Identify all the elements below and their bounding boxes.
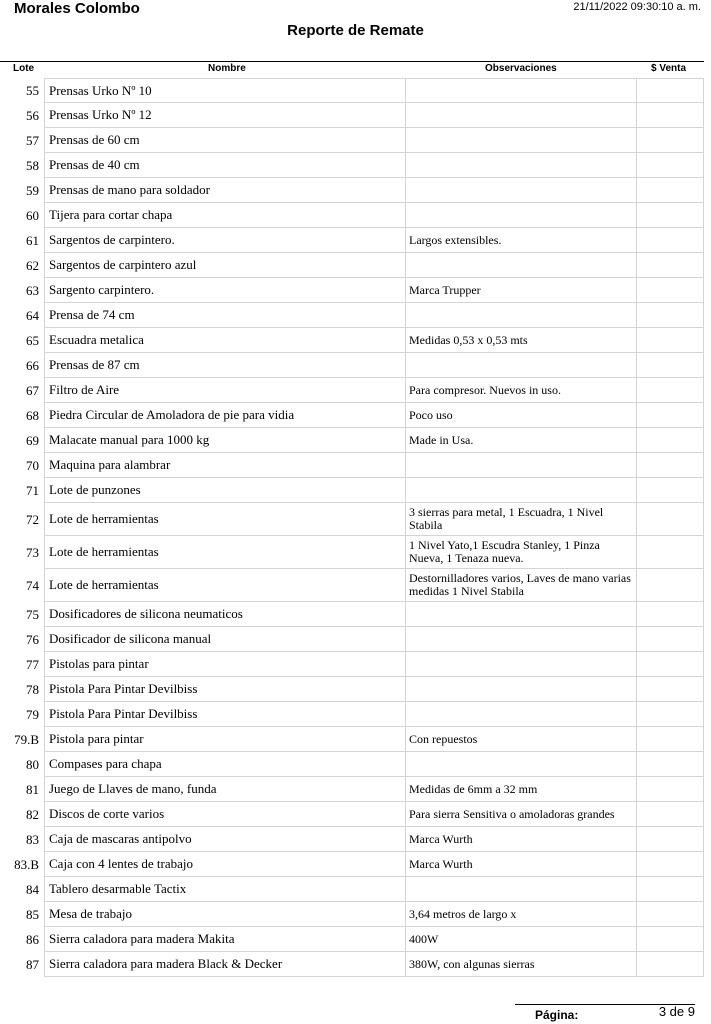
nombre-cell: Filtro de Aire [44, 378, 406, 403]
lote-cell: 85 [26, 906, 39, 922]
table-row [0, 153, 711, 178]
observaciones-cell [406, 128, 636, 153]
venta-cell [636, 253, 704, 278]
report-table [0, 78, 711, 977]
table-row [0, 877, 711, 902]
venta-cell [636, 153, 704, 178]
nombre-cell: Prensas de mano para soldador [44, 178, 406, 203]
venta-cell [636, 852, 704, 877]
page-label: Página: [535, 1008, 579, 1022]
lote-cell: 68 [26, 407, 39, 423]
venta-cell [636, 128, 704, 153]
venta-cell [636, 752, 704, 777]
column-header-observaciones: Observaciones [485, 63, 557, 74]
table-row [0, 777, 711, 802]
nombre-cell: Caja con 4 lentes de trabajo [44, 852, 406, 877]
venta-cell [636, 503, 704, 536]
lote-cell: 83.B [14, 856, 39, 872]
nombre-cell: Sargento carpintero. [44, 278, 406, 303]
column-header-venta: $ Venta [651, 63, 687, 74]
observaciones-cell: Para sierra Sensitiva o amoladoras grandes [406, 802, 636, 827]
lote-cell: 82 [26, 806, 39, 822]
lote-cell: 84 [26, 881, 39, 897]
lote-cell: 79.B [14, 731, 39, 747]
lote-cell: 57 [26, 132, 39, 148]
table-row [0, 203, 711, 228]
nombre-cell: Pistola para pintar [44, 727, 406, 752]
venta-cell [636, 536, 704, 569]
table-row [0, 927, 711, 952]
venta-cell [636, 569, 704, 602]
table-row [0, 852, 711, 877]
table-row [0, 303, 711, 328]
table-row [0, 453, 711, 478]
observaciones-cell [406, 153, 636, 178]
lote-cell: 65 [26, 332, 39, 348]
observaciones-cell [406, 677, 636, 702]
observaciones-cell: Para compresor. Nuevos in uso. [406, 378, 636, 403]
report-title: Reporte de Remate [287, 22, 424, 39]
venta-cell [636, 78, 704, 103]
venta-cell [636, 627, 704, 652]
observaciones-cell [406, 203, 636, 228]
venta-cell [636, 453, 704, 478]
venta-cell [636, 877, 704, 902]
nombre-cell: Prensas Urko Nº 12 [44, 103, 406, 128]
observaciones-cell: Largos extensibles. [406, 228, 636, 253]
table-row [0, 278, 711, 303]
table-row [0, 353, 711, 378]
venta-cell [636, 228, 704, 253]
observaciones-cell: Con repuestos [406, 727, 636, 752]
observaciones-cell [406, 103, 636, 128]
observaciones-cell: 3 sierras para metal, 1 Escuadra, 1 Nivel Stabila [406, 503, 636, 536]
lote-cell: 73 [26, 544, 39, 560]
observaciones-cell: 3,64 metros de largo x [406, 902, 636, 927]
nombre-cell: Tablero desarmable Tactix [44, 877, 406, 902]
table-row [0, 253, 711, 278]
table-row [0, 503, 711, 536]
table-row [0, 952, 711, 977]
lote-cell: 56 [26, 107, 39, 123]
nombre-cell: Prensas de 87 cm [44, 353, 406, 378]
lote-cell: 77 [26, 656, 39, 672]
observaciones-cell [406, 752, 636, 777]
observaciones-cell [406, 702, 636, 727]
lote-cell: 86 [26, 931, 39, 947]
lote-cell: 63 [26, 282, 39, 298]
table-row [0, 902, 711, 927]
venta-cell [636, 478, 704, 503]
nombre-cell: Lote de punzones [44, 478, 406, 503]
nombre-cell: Juego de Llaves de mano, funda [44, 777, 406, 802]
observaciones-cell [406, 602, 636, 627]
table-row [0, 627, 711, 652]
observaciones-cell: Poco uso [406, 403, 636, 428]
lote-cell: 74 [26, 577, 39, 593]
table-row [0, 702, 711, 727]
nombre-cell: Sargentos de carpintero azul [44, 253, 406, 278]
observaciones-cell [406, 178, 636, 203]
lote-cell: 69 [26, 432, 39, 448]
nombre-cell: Pistolas para pintar [44, 652, 406, 677]
observaciones-cell: Marca Wurth [406, 827, 636, 852]
lote-cell: 75 [26, 606, 39, 622]
table-row [0, 78, 711, 103]
venta-cell [636, 677, 704, 702]
nombre-cell: Sierra caladora para madera Black & Decker [44, 952, 406, 977]
venta-cell [636, 278, 704, 303]
observaciones-cell: 400W [406, 927, 636, 952]
table-row [0, 228, 711, 253]
lote-cell: 61 [26, 232, 39, 248]
nombre-cell: Dosificador de silicona manual [44, 627, 406, 652]
nombre-cell: Prensas de 60 cm [44, 128, 406, 153]
venta-cell [636, 652, 704, 677]
venta-cell [636, 777, 704, 802]
observaciones-cell: Destornilladores varios, Laves de mano varias medidas 1 Nivel Stabila [406, 569, 636, 602]
lote-cell: 78 [26, 681, 39, 697]
observaciones-cell [406, 627, 636, 652]
table-row [0, 802, 711, 827]
lote-cell: 87 [26, 956, 39, 972]
venta-cell [636, 602, 704, 627]
lote-cell: 59 [26, 182, 39, 198]
lote-cell: 66 [26, 357, 39, 373]
lote-cell: 76 [26, 631, 39, 647]
nombre-cell: Pistola Para Pintar Devilbiss [44, 702, 406, 727]
venta-cell [636, 727, 704, 752]
venta-cell [636, 378, 704, 403]
venta-cell [636, 328, 704, 353]
observaciones-cell [406, 78, 636, 103]
table-row [0, 569, 711, 602]
venta-cell [636, 203, 704, 228]
nombre-cell: Tijera para cortar chapa [44, 203, 406, 228]
nombre-cell: Prensa de 74 cm [44, 303, 406, 328]
observaciones-cell: Medidas 0,53 x 0,53 mts [406, 328, 636, 353]
nombre-cell: Dosificadores de silicona neumaticos [44, 602, 406, 627]
table-row [0, 128, 711, 153]
table-row [0, 652, 711, 677]
venta-cell [636, 303, 704, 328]
observaciones-cell [406, 453, 636, 478]
venta-cell [636, 802, 704, 827]
table-row [0, 478, 711, 503]
observaciones-cell: Made in Usa. [406, 428, 636, 453]
nombre-cell: Lote de herramientas [44, 503, 406, 536]
nombre-cell: Lote de herramientas [44, 536, 406, 569]
nombre-cell: Mesa de trabajo [44, 902, 406, 927]
venta-cell [636, 178, 704, 203]
lote-cell: 62 [26, 257, 39, 273]
table-row [0, 827, 711, 852]
observaciones-cell [406, 303, 636, 328]
company-name: Morales Colombo [14, 0, 140, 17]
lote-cell: 79 [26, 706, 39, 722]
table-row [0, 677, 711, 702]
table-row [0, 602, 711, 627]
nombre-cell: Compases para chapa [44, 752, 406, 777]
table-row [0, 378, 711, 403]
nombre-cell: Maquina para alambrar [44, 453, 406, 478]
lote-cell: 70 [26, 457, 39, 473]
observaciones-cell [406, 877, 636, 902]
observaciones-cell: Marca Wurth [406, 852, 636, 877]
venta-cell [636, 902, 704, 927]
nombre-cell: Caja de mascaras antipolvo [44, 827, 406, 852]
nombre-cell: Escuadra metalica [44, 328, 406, 353]
table-row [0, 727, 711, 752]
report-datetime: 21/11/2022 09:30:10 a. m. [573, 1, 701, 13]
nombre-cell: Prensas de 40 cm [44, 153, 406, 178]
nombre-cell: Malacate manual para 1000 kg [44, 428, 406, 453]
observaciones-cell: Medidas de 6mm a 32 mm [406, 777, 636, 802]
table-row [0, 103, 711, 128]
nombre-cell: Sierra caladora para madera Makita [44, 927, 406, 952]
venta-cell [636, 927, 704, 952]
observaciones-cell: 380W, con algunas sierras [406, 952, 636, 977]
table-row [0, 403, 711, 428]
lote-cell: 60 [26, 207, 39, 223]
nombre-cell: Discos de corte varios [44, 802, 406, 827]
column-header-lote: Lote [13, 63, 35, 74]
lote-cell: 81 [26, 781, 39, 797]
observaciones-cell [406, 478, 636, 503]
nombre-cell: Prensas Urko Nº 10 [44, 78, 406, 103]
nombre-cell: Piedra Circular de Amoladora de pie para vidia [44, 403, 406, 428]
observaciones-cell [406, 652, 636, 677]
table-row [0, 752, 711, 777]
lote-cell: 71 [26, 482, 39, 498]
table-row [0, 178, 711, 203]
nombre-cell: Lote de herramientas [44, 569, 406, 602]
table-row [0, 328, 711, 353]
lote-cell: 55 [26, 82, 39, 98]
venta-cell [636, 827, 704, 852]
venta-cell [636, 353, 704, 378]
venta-cell [636, 952, 704, 977]
page-number: 3 de 9 [658, 1004, 695, 1019]
header-divider [0, 61, 704, 62]
table-row [0, 428, 711, 453]
nombre-cell: Pistola Para Pintar Devilbiss [44, 677, 406, 702]
lote-cell: 58 [26, 157, 39, 173]
lote-cell: 67 [26, 382, 39, 398]
venta-cell [636, 428, 704, 453]
lote-cell: 83 [26, 831, 39, 847]
venta-cell [636, 702, 704, 727]
column-header-nombre: Nombre [208, 63, 246, 74]
lote-cell: 80 [26, 756, 39, 772]
lote-cell: 64 [26, 307, 39, 323]
nombre-cell: Sargentos de carpintero. [44, 228, 406, 253]
venta-cell [636, 403, 704, 428]
venta-cell [636, 103, 704, 128]
observaciones-cell: Marca Trupper [406, 278, 636, 303]
observaciones-cell: 1 Nivel Yato,1 Escudra Stanley, 1 Pinza Nueva, 1 Tenaza nueva. [406, 536, 636, 569]
table-row [0, 536, 711, 569]
lote-cell: 72 [26, 511, 39, 527]
observaciones-cell [406, 253, 636, 278]
observaciones-cell [406, 353, 636, 378]
